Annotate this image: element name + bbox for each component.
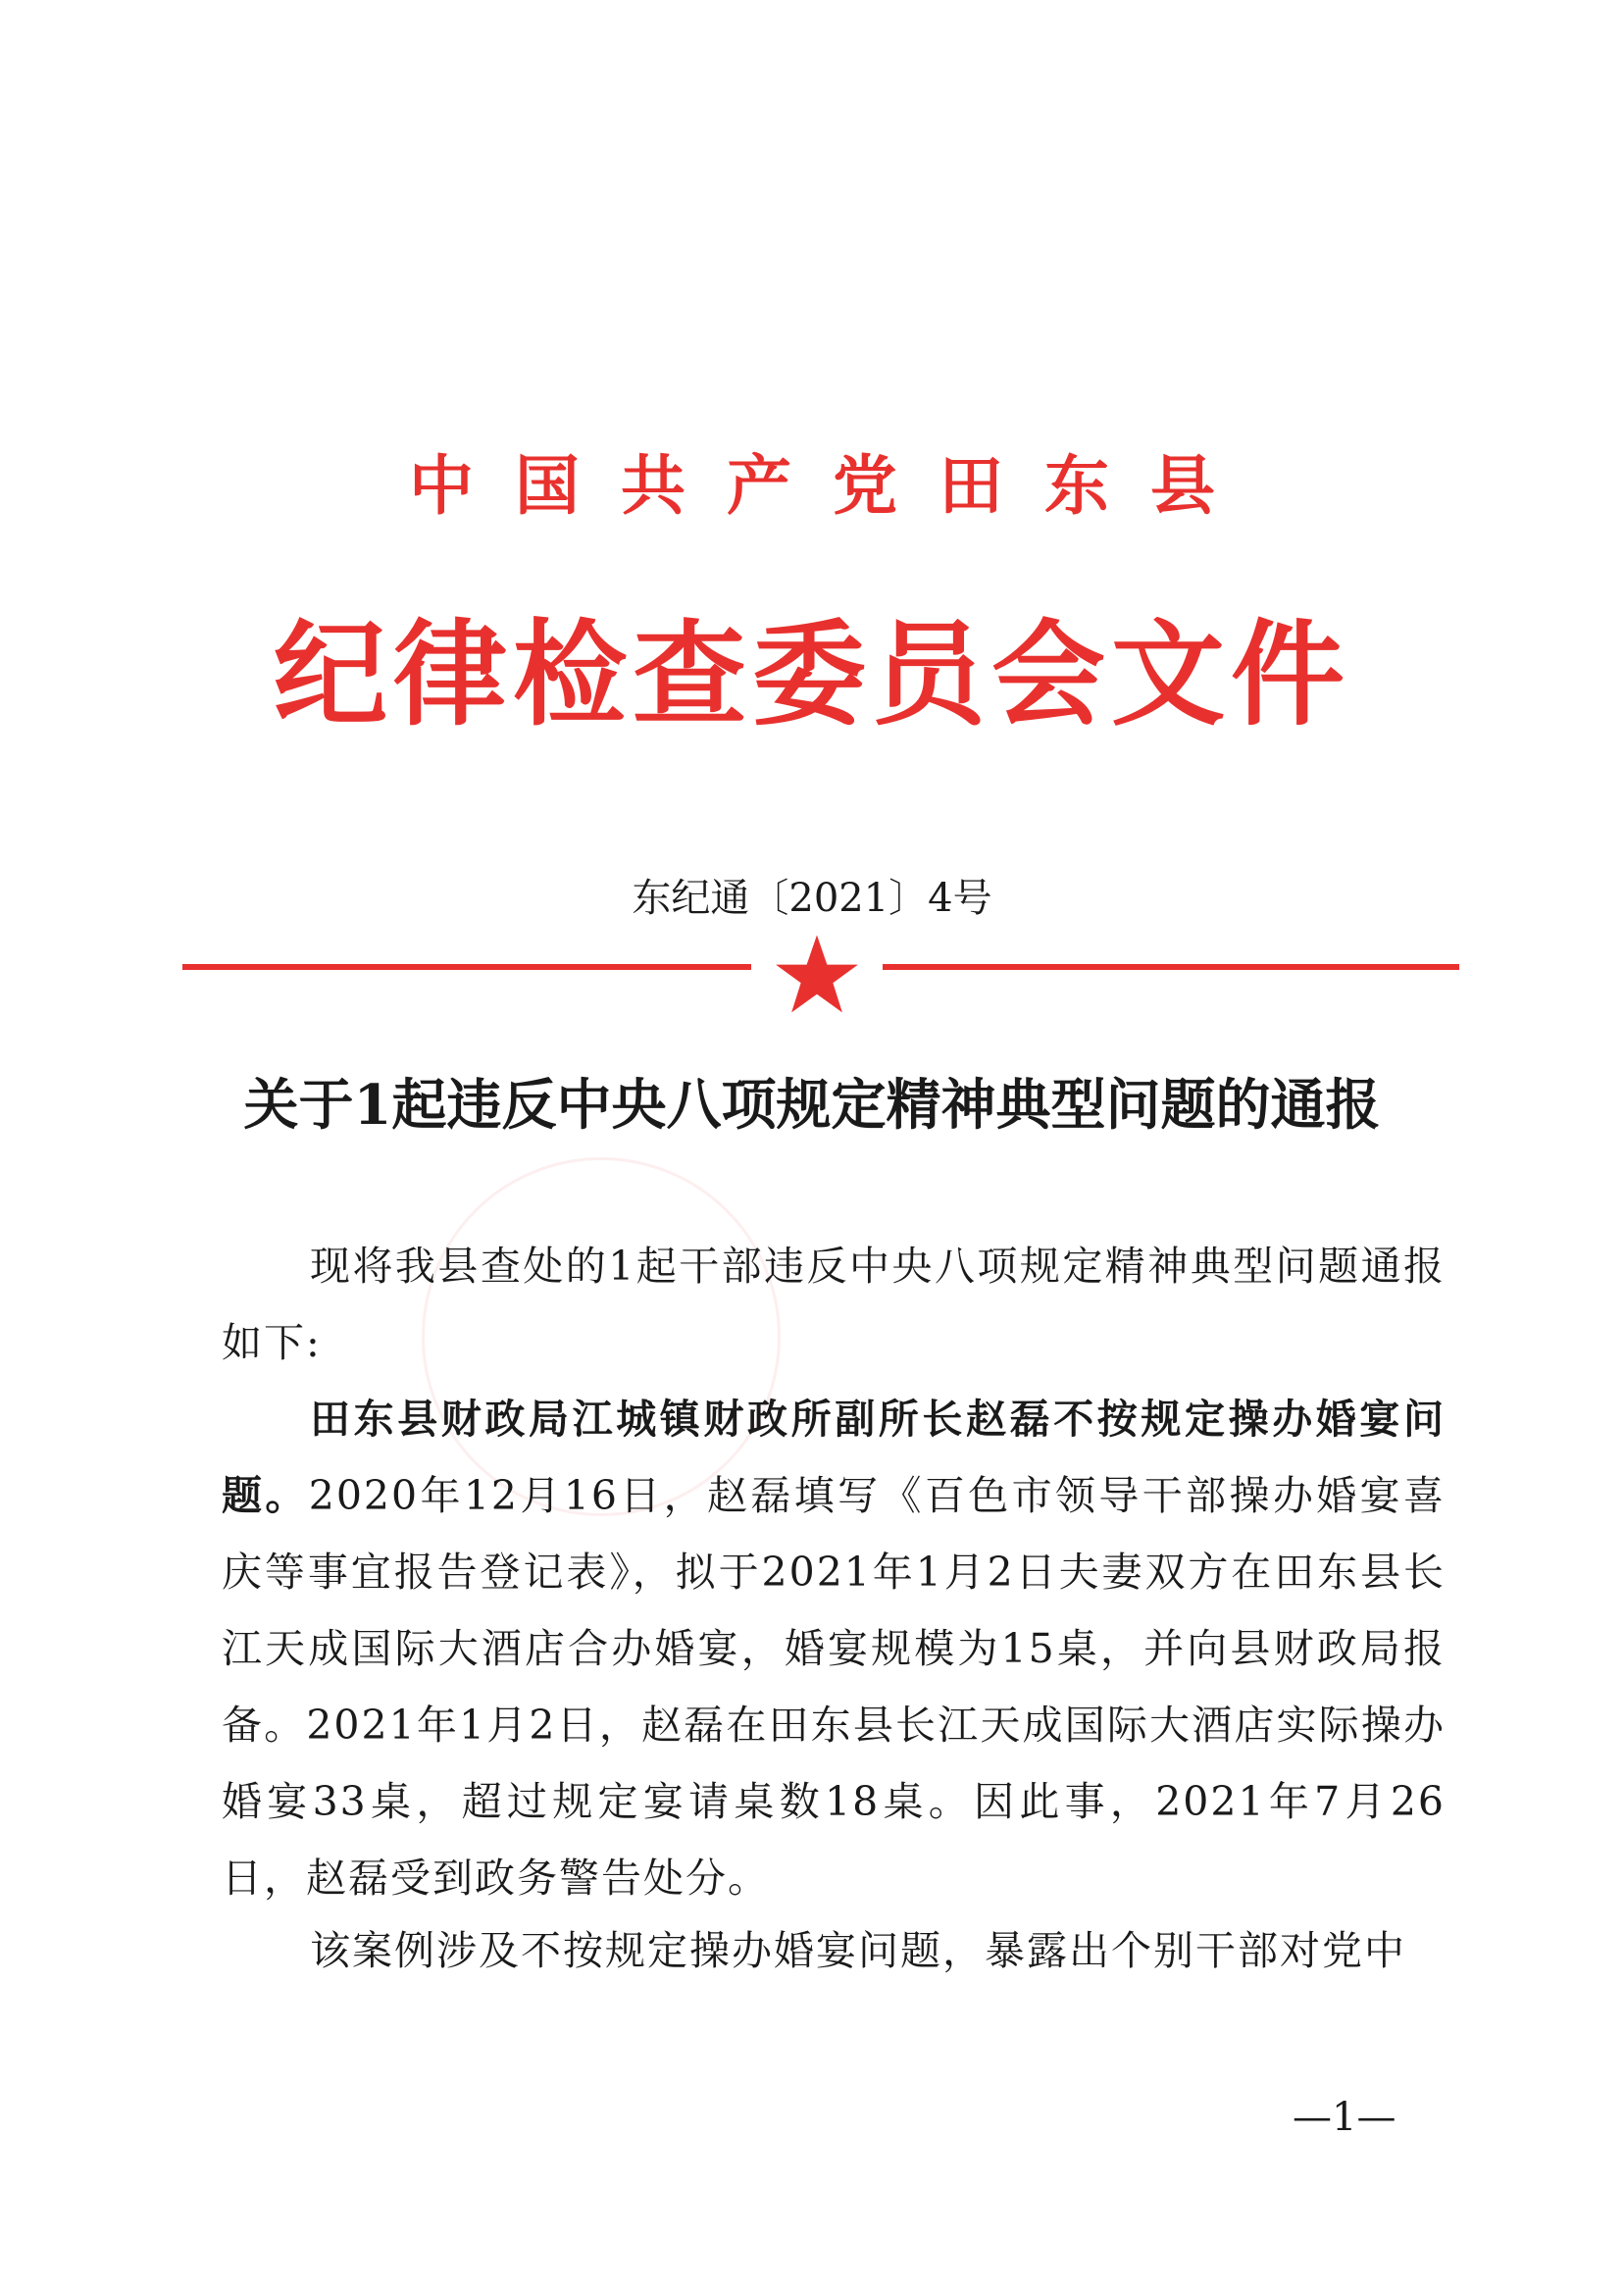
document-number: 东纪通〔2021〕4号: [632, 876, 992, 921]
red-divider-right: [883, 964, 1459, 970]
case-details: 2020年12月16日，赵磊填写《百色市领导干部操办婚宴喜庆等事宜报告登记表》，拟于2021年1月2日夫妻双方在田东县长江天成国际大酒店合办婚宴，婚宴规模为15桌，并向县财政局报备。2021年1月2日，赵磊在田东县长江天成国际大酒店实际操办婚宴33桌，超过规定宴请桌数18桌。因此事，2021年7月26日，赵磊受到政务警告处分。: [222, 1472, 1446, 1902]
red-star-icon: [774, 932, 860, 1018]
document-title: 关于1起违反中央八项规定精神典型问题的通报: [243, 1073, 1381, 1138]
red-divider-left: [182, 964, 751, 970]
issuer-document-type: 纪律检查委员会文件: [274, 608, 1350, 741]
body-paragraph-case: [222, 1381, 1446, 1916]
page-number: —1—: [1293, 2095, 1396, 2140]
body-paragraph-intro: 现将我县查处的1起干部违反中央八项规定精神典型问题通报如下:: [222, 1243, 1446, 1366]
case-heading: 田东县财政局江城镇财政所副所长赵磊不按规定操办婚宴问题。: [222, 1396, 1446, 1519]
body-paragraph-analysis: 该案例涉及不按规定操办婚宴问题，暴露出个别干部对党中: [310, 1927, 1406, 1974]
issuer-name: 中国共产党田东县: [409, 447, 1256, 524]
